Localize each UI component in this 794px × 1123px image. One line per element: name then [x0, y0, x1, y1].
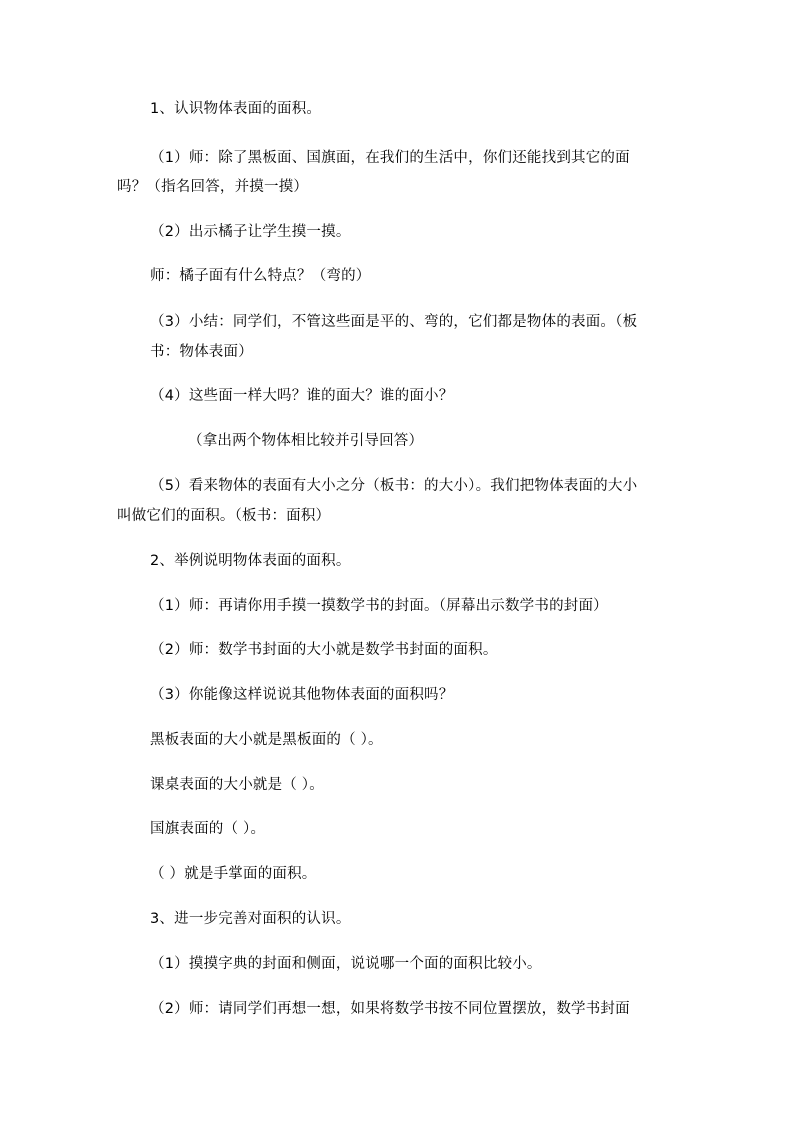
paragraph-line: （4）这些面一样大吗？谁的面大？谁的面小？ [150, 388, 454, 404]
paragraph-line: 吗？（指名回答，并摸一摸） [117, 179, 309, 195]
paragraph-line: 书：物体表面） [150, 344, 253, 360]
paragraph-line: 叫做它们的面积。（板书：面积） [117, 508, 331, 524]
paragraph-line: （1）师：再请你用手摸一摸数学书的封面。（屏幕出示数学书的封面） [150, 598, 608, 614]
paragraph-line: （2）出示橘子让学生摸一摸。 [150, 224, 351, 240]
paragraph-line: （2）师：数学书封面的大小就是数学书封面的面积。 [150, 642, 498, 658]
paragraph-line: （拿出两个物体相比较并引导回答） [188, 433, 424, 449]
fill-in-blank-line: 课桌表面的大小就是（ ）。 [150, 777, 324, 793]
paragraph-line: （2）师：请同学们再想一想，如果将数学书按不同位置摆放，数学书封面 [150, 1001, 630, 1017]
paragraph-line: （1）师：除了黑板面、国旗面，在我们的生活中，你们还能找到其它的面 [150, 150, 630, 166]
paragraph-line: （3）小结：同学们，不管这些面是平的、弯的，它们都是物体的表面。（板 [150, 314, 638, 330]
section-heading-1: 1、认识物体表面的面积。 [150, 101, 322, 117]
paragraph-line: （5）看来物体的表面有大小之分（板书：的大小）。我们把物体表面的大小 [150, 478, 638, 494]
paragraph-line: （1）摸摸字典的封面和侧面，说说哪一个面的面积比较小。 [150, 956, 542, 972]
fill-in-blank-line: （ ）就是手掌面的面积。 [150, 866, 317, 882]
paragraph-line: （3）你能像这样说说其他物体表面的面积吗？ [150, 687, 454, 703]
fill-in-blank-line: 黑板表面的大小就是黑板面的（ ）。 [150, 732, 383, 748]
section-heading-3: 3、进一步完善对面积的认识。 [150, 911, 351, 927]
fill-in-blank-line: 国旗表面的（ ）。 [150, 821, 266, 837]
section-heading-2: 2、举例说明物体表面的面积。 [150, 553, 351, 569]
paragraph-line: 师：橘子面有什么特点？（弯的） [150, 268, 371, 284]
